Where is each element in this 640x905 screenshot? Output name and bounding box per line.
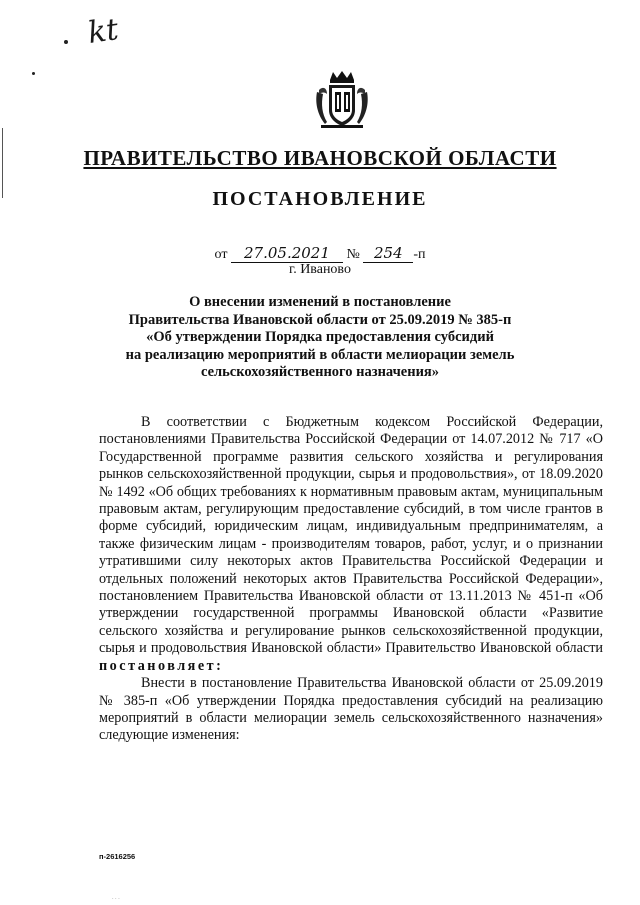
subject-line: О внесении изменений в постановление (189, 294, 451, 310)
number-sign: № (346, 247, 360, 262)
date-value: 27.05.2021 (231, 244, 343, 263)
scan-artifact: · · · (112, 896, 120, 902)
date-prefix: от (214, 247, 228, 262)
decree-word: постановляет: (99, 657, 224, 674)
body-paragraph (99, 414, 603, 675)
document-code: п-2616256 (99, 852, 136, 861)
subject-line: Правительства Ивановской области от 25.09.2019 № 385-п (128, 311, 512, 328)
coat-of-arms-icon (313, 70, 371, 130)
government-title: ПРАВИТЕЛЬСТВО ИВАНОВСКОЙ ОБЛАСТИ (83, 146, 557, 170)
number-value: 254 (363, 244, 413, 263)
date-number-line (0, 244, 640, 263)
number-suffix: -п (413, 247, 426, 262)
handwritten-mark: kt (85, 12, 121, 51)
subject-line: сельскохозяйственного назначения» (200, 364, 440, 380)
paragraph-text: В соответствии с Бюджетным кодексом Российской Федерации, постановлениями Правительства Российской Федерации от 14.07.2012 № 717 «О Государственной программе развития сельского хозяйства и регулирования рынков сельскохозяйственной продукции, сырья и продовольствия», от 18.09.2020 № 1492 «Об общих требованиях к нормативным правовым актам, муниципальным правовым актам, регулирующим предоставление субсидий, в том числе грантов в форме субсидий, юридическим лицам, индивидуальным предпринимателям, а также физическим лицам - производителям товаров, работ, услуг, и о признании утратившими силу некоторых актов Правительства Российской Федерации и отдельных положений некоторых актов Правительства Российской Федерации», постановлением Правительства Ивановской области от 13.11.2013 № 451-п «Об утверждении государственной программы Ивановской области «Развитие сельского хозяйства и регулирование рынков сельскохозяйственной продукции, сырья и продовольствия Ивановской области» Правительство Ивановской области (99, 414, 603, 657)
subject-line: «Об утверждении Порядка предоставления субсидий (146, 329, 494, 345)
document-body (99, 414, 603, 745)
document-type: ПОСТАНОВЛЕНИЕ (212, 188, 428, 210)
subject-line: на реализацию мероприятий в области мелиорации земель (125, 346, 515, 363)
pen-dot (32, 72, 35, 75)
body-paragraph: Внести в постановление Правительства Ивановской области от 25.09.2019 № 385-п «Об утверждении Порядка предоставления субсидий на реализацию мероприятий в области мелиорации земель сельскохозяйственного назначения» следующие изменения: (99, 675, 603, 744)
pen-dot (64, 40, 68, 44)
document-subject (0, 294, 640, 382)
city: г. Иваново (289, 262, 351, 277)
